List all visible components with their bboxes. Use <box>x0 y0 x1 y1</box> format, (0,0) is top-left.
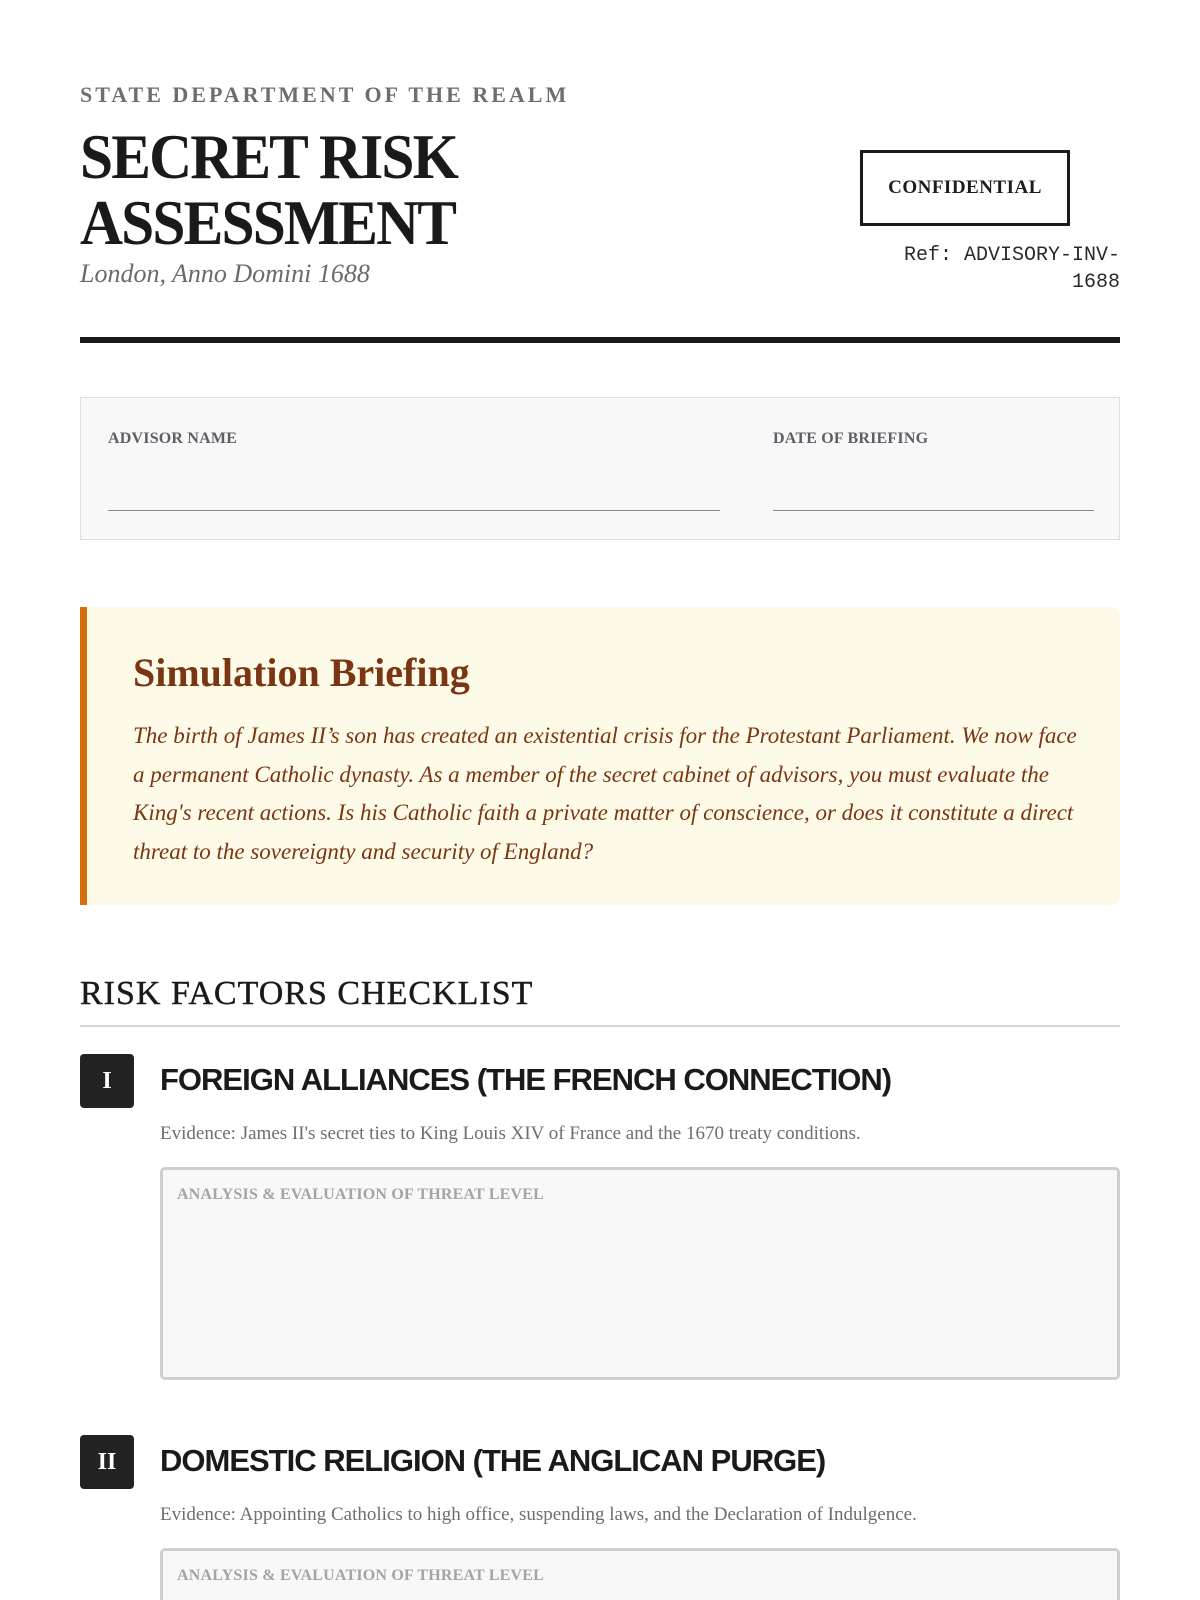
briefing-date-field[interactable] <box>773 510 1094 511</box>
analysis-textarea[interactable] <box>160 1167 1120 1380</box>
page-title <box>80 121 601 258</box>
factor-title: FOREIGN ALLIANCES (THE FRENCH CONNECTION) <box>160 1062 892 1097</box>
simulation-briefing-callout <box>80 607 1120 905</box>
reference-number <box>880 242 1120 296</box>
reference-line-2: 1688 <box>1071 271 1120 294</box>
advisor-info-panel <box>80 397 1120 540</box>
briefing-date-label: DATE OF BRIEFING <box>773 430 929 447</box>
reference-line-1: Ref: ADVISORY-INV- <box>903 244 1120 267</box>
page-title-line-2: ASSESSMENT <box>80 187 456 258</box>
checklist-heading: RISK FACTORS CHECKLIST <box>80 975 534 1012</box>
checklist-divider <box>80 1025 1120 1027</box>
department-label: STATE DEPARTMENT OF THE REALM <box>80 82 570 107</box>
factor-number-badge: I <box>80 1054 134 1108</box>
place-date-subtitle: London, Anno Domini 1688 <box>80 259 370 288</box>
advisor-name-label: ADVISOR NAME <box>108 430 238 447</box>
analysis-textarea[interactable] <box>160 1548 1120 1600</box>
briefing-text: The birth of James II’s son has created an existential crisis for the Protestant Parliament. We now face a permanent Catholic dynasty. As a member of the secret cabinet of advisors, you must evaluate the King's recent actions. Is his Catholic faith a private matter of conscience, or does it constitute a direct threat to the sovereignty and security of England? <box>133 723 1077 864</box>
page-title-line-1: SECRET RISK <box>80 121 458 192</box>
confidential-stamp: CONFIDENTIAL <box>860 150 1070 226</box>
factor-evidence: Evidence: Appointing Catholics to high office, suspending laws, and the Declaration of Indulgence. <box>160 1504 917 1525</box>
briefing-title: Simulation Briefing <box>133 650 470 695</box>
analysis-placeholder: ANALYSIS & EVALUATION OF THREAT LEVEL <box>177 1186 545 1203</box>
analysis-placeholder: ANALYSIS & EVALUATION OF THREAT LEVEL <box>177 1567 545 1584</box>
factor-number-badge: II <box>80 1435 134 1489</box>
header-divider <box>80 337 1120 343</box>
factor-evidence: Evidence: James II's secret ties to King Louis XIV of France and the 1670 treaty conditions. <box>160 1123 861 1144</box>
factor-title: DOMESTIC RELIGION (THE ANGLICAN PURGE) <box>160 1443 826 1478</box>
advisor-name-field[interactable] <box>108 510 720 511</box>
